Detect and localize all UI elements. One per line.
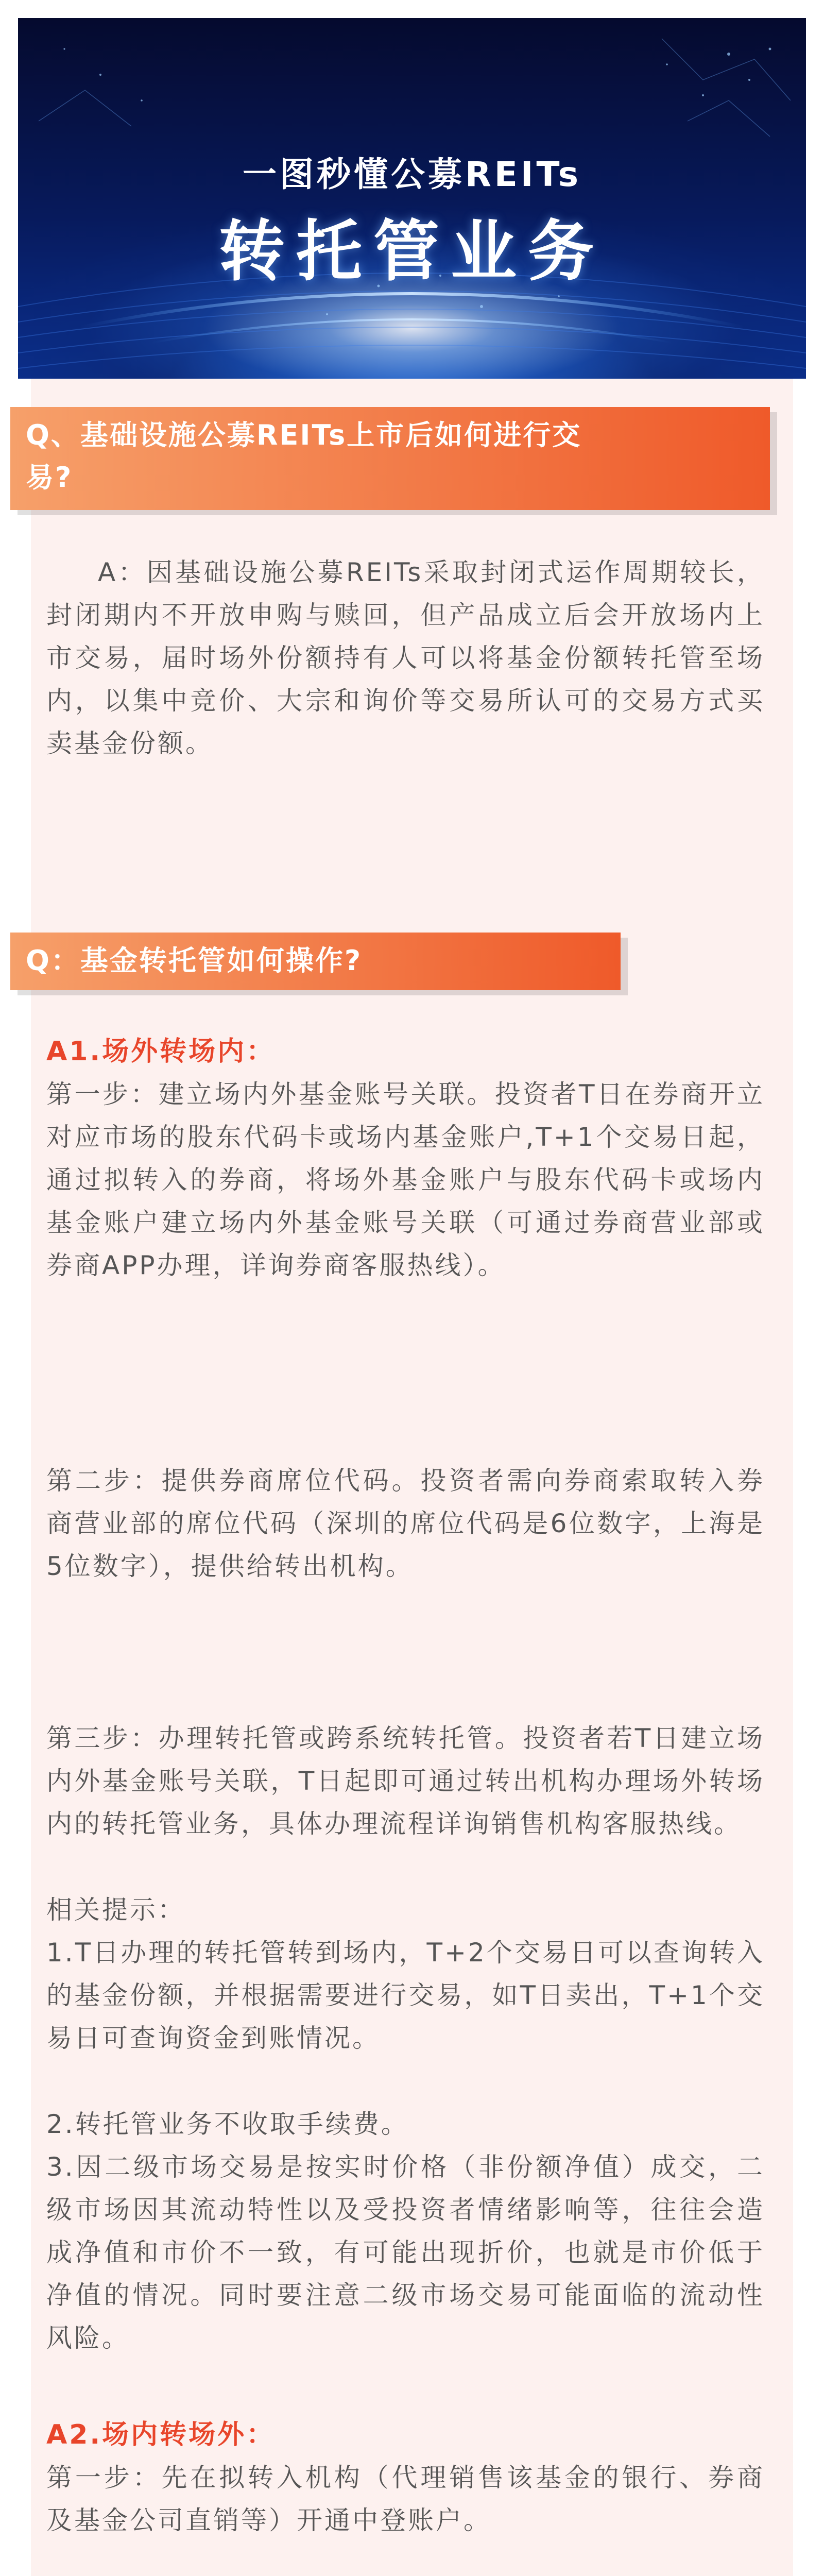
a1-title: A1.场外转场内： bbox=[46, 1036, 276, 1067]
answer-1-text: A：因基础设施公募REITs采取封闭式运作周期较长，封闭期内不开放申购与赎回，但产品成立后会开放场内上市交易，届时场外份额持有人可以将基金份额转托管至场内，以集中竞价、大宗和询价等交易所认可的交易方式买卖基金份额。 bbox=[46, 557, 765, 758]
a2-title: A2.场内转场外： bbox=[46, 2419, 276, 2450]
question-2-text: Q：基金转托管如何操作? bbox=[26, 944, 363, 977]
question-1-line-2: 易? bbox=[26, 461, 73, 494]
a1-tips-label: 相关提示： bbox=[46, 1895, 185, 1925]
question-header-1 bbox=[10, 407, 770, 510]
question-1-line-1: Q、基础设施公募REITs上市后如何进行交 bbox=[26, 419, 582, 451]
a1-tip-1: 1.T日办理的转托管转到场内，T+2个交易日可以查询转入的基金份额，并根据需要进行交易，如T日卖出，T+1个交易日可查询资金到账情况。 bbox=[46, 1938, 765, 2053]
a1-tip-2: 2.转托管业务不收取手续费。 bbox=[46, 2109, 409, 2139]
a2-step-1: 第一步：先在拟转入机构（代理销售该基金的银行、券商及基金公司直销等）开通中登账户。 bbox=[46, 2463, 765, 2535]
banner-subtitle: 一图秒懂公募REITs bbox=[242, 155, 581, 194]
banner-title: 转托管业务 bbox=[218, 213, 605, 290]
header-banner bbox=[18, 18, 806, 379]
a1-step-2: 第二步：提供券商席位代码。投资者需向券商索取转入券商营业部的席位代码（深圳的席位代码是6位数字，上海是5位数字），提供给转出机构。 bbox=[46, 1466, 765, 1581]
question-header-2 bbox=[10, 933, 621, 990]
a1-step-3: 第三步：办理转托管或跨系统转托管。投资者若T日建立场内外基金账号关联，T日起即可通过转出机构办理场外转场内的转托管业务，具体办理流程详询销售机构客服热线。 bbox=[46, 1723, 765, 1839]
a1-tip-3: 3.因二级市场交易是按实时价格（非份额净值）成交，二级市场因其流动特性以及受投资者情绪影响等，往往会造成净值和市价不一致，有可能出现折价，也就是市价低于净值的情况。同时要注意二级市场交易可能面临的流动性风险。 bbox=[46, 2152, 765, 2353]
a1-step-1: 第一步：建立场内外基金账号关联。投资者T日在券商开立对应市场的股东代码卡或场内基金账户,T+1个交易日起，通过拟转入的券商，将场外基金账户与股东代码卡或场内基金账户建立场内外基金账号关联（可通过券商营业部或券商APP办理，详询券商客服热线）。 bbox=[46, 1079, 765, 1280]
